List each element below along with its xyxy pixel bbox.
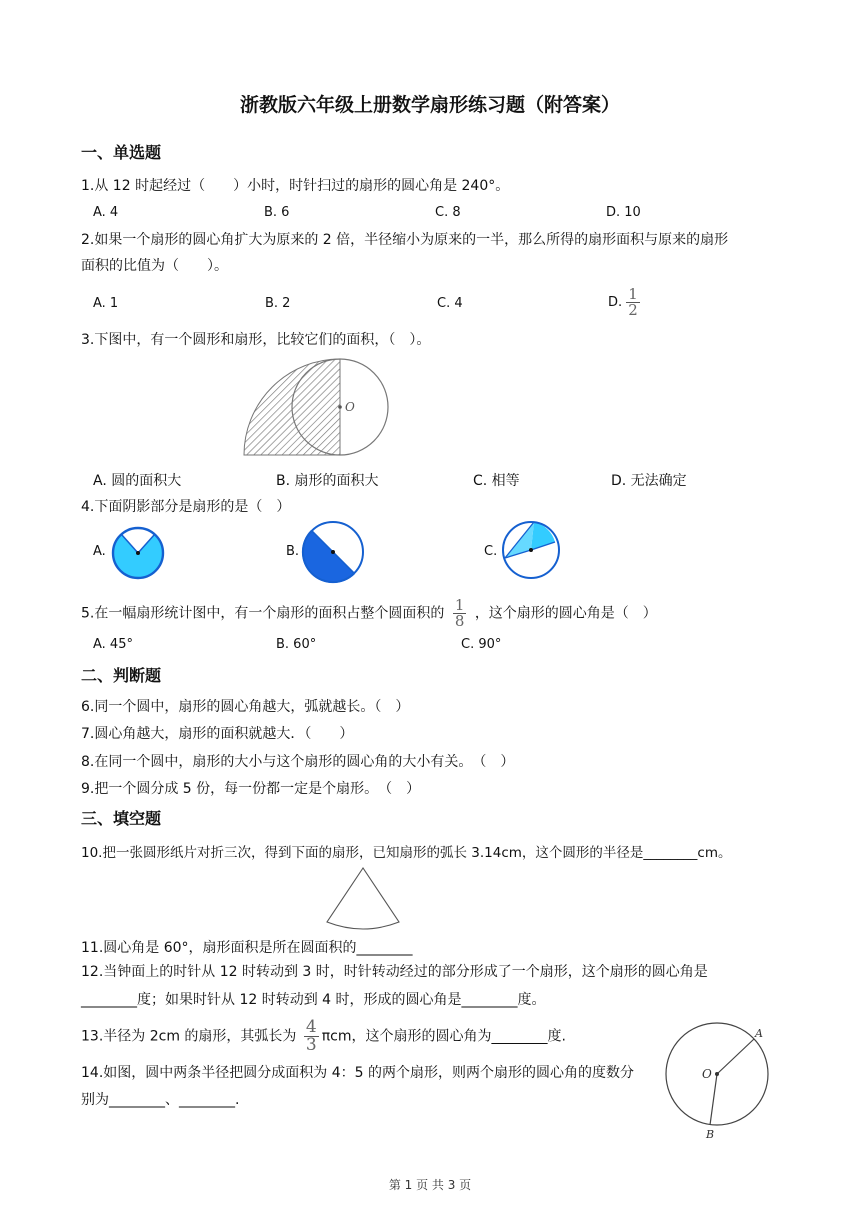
question-2-line-1: 2.如果一个扇形的圆心角扩大为原来的 2 倍，半径缩小为原来的一半，那么所得的扇形面积与原来的扇形: [81, 232, 729, 248]
q1-option-c: C. 8: [435, 205, 461, 220]
question-8: 8.在同一个圆中，扇形的大小与这个扇形的圆心角的大小有关。 （ ）: [81, 754, 515, 770]
question-12-line-1: 12.当钟面上的时针从 12 时转动到 3 时，时针转动经过的部分形成了一个扇形，这个扇形的圆心角是: [81, 964, 708, 980]
question-2-line-2: 面积的比值为（ ）。: [81, 258, 228, 274]
q4-option-c: C.: [484, 544, 498, 559]
q3-option-c: C. 相等: [473, 473, 520, 489]
q2-option-a: A. 1: [93, 296, 119, 311]
q4-option-a: A.: [93, 544, 106, 559]
question-13: 13.半径为 2cm 的扇形，其弧长为 $\frac{4}{3}$ πcm，这个扇形的圆心角为________度.: [81, 1017, 566, 1055]
question-14-line-1: 14.如图，圆中两条半径把圆分成面积为 4：5 的两个扇形，则两个扇形的圆心角的度数分: [81, 1065, 634, 1081]
q5-option-b: B. 60°: [276, 637, 317, 652]
q3-option-d: D. 无法确定: [611, 473, 687, 489]
question-9: 9.把一个圆分成 5 份，每一份都一定是个扇形。 （ ）: [81, 781, 421, 797]
q2-option-b: B. 2: [265, 296, 291, 311]
q5-option-a: A. 45°: [93, 637, 133, 652]
q4-figure-a: [108, 523, 168, 583]
question-1: 1.从 12 时起经过（ ）小时，时针扫过的扇形的圆心角是 240°。: [81, 178, 510, 194]
q1-option-b: B. 6: [264, 205, 290, 220]
question-7: 7.圆心角越大，扇形的面积就越大．（ ）: [81, 726, 354, 742]
q3-option-a: A. 圆的面积大: [93, 473, 182, 489]
question-11: 11.圆心角是 60°，扇形面积是所在圆面积的________: [81, 940, 413, 956]
q5-fraction: $\frac{1}{8}$: [454, 596, 465, 630]
q4-figure-c: [501, 520, 561, 580]
section-heading-single-choice: 一、单选题: [81, 143, 162, 162]
question-4: 4.下面阴影部分是扇形的是（ ）: [81, 499, 291, 515]
q3-label-o: O: [345, 400, 355, 414]
page-footer: 第 1 页 共 3 页: [388, 1178, 472, 1192]
page-title: 浙教版六年级上册数学扇形练习题（附答案）: [239, 94, 620, 116]
q2-option-d: D. $\frac{1}{2}$: [608, 285, 638, 319]
q10-sector-figure: [323, 866, 403, 932]
q13-fraction: $\frac{4}{3}$: [305, 1017, 317, 1055]
q5-option-c: C. 90°: [461, 637, 502, 652]
question-12-line-2: ________度；如果时针从 12 时转动到 4 时，形成的圆心角是________度。: [81, 992, 546, 1008]
question-6: 6.同一个圆中，扇形的圆心角越大，弧就越长。（ ）: [81, 699, 410, 715]
q14-label-b: B: [706, 1128, 715, 1141]
section-heading-true-false: 二、判断题: [81, 666, 162, 685]
question-3: 3.下图中，有一个圆形和扇形，比较它们的面积，（ ）。: [81, 332, 431, 348]
q2-option-d-fraction: $\frac{1}{2}$: [628, 285, 638, 319]
q4-figure-b: [302, 521, 364, 583]
q2-option-c: C. 4: [437, 296, 463, 311]
q4-option-b: B.: [286, 544, 300, 559]
q1-option-d: D. 10: [606, 205, 641, 220]
question-10: 10.把一张圆形纸片对折三次，得到下面的扇形，已知扇形的弧长 3.14cm，这个圆形的半径是________cm。: [81, 845, 732, 861]
q3-figure: [240, 355, 400, 463]
q14-circle-figure: [662, 1024, 774, 1140]
q14-label-o: O: [702, 1067, 712, 1081]
q14-label-a: A: [755, 1027, 763, 1040]
question-5: 5.在一幅扇形统计图中，有一个扇形的面积占整个圆面积的 $\frac{1}{8}$ ，这个扇形的圆心角是（ ）: [81, 596, 657, 630]
question-14-line-2: 别为________、________.: [81, 1092, 240, 1108]
q1-option-a: A. 4: [93, 205, 119, 220]
q3-option-b: B. 扇形的面积大: [276, 473, 379, 489]
section-heading-fill-blank: 三、填空题: [81, 809, 162, 828]
